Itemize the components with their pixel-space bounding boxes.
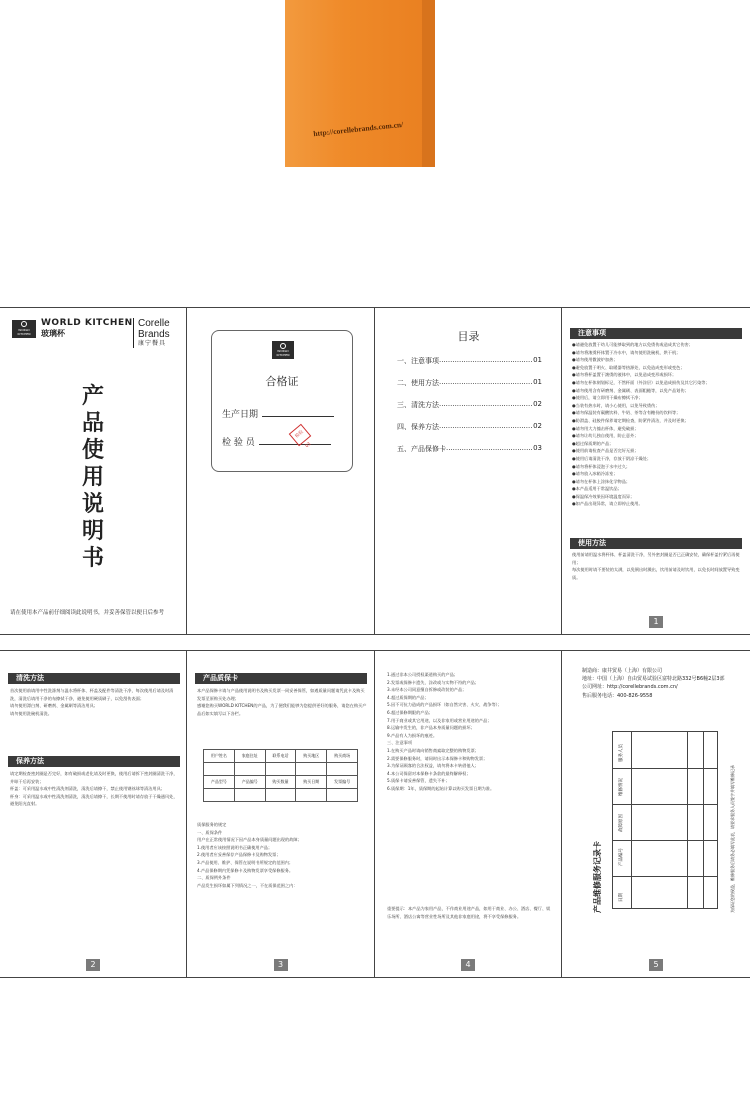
column-header: 产品编号 [619, 848, 624, 866]
toc-title: 目录 [457, 330, 480, 343]
cleaning-heading: 清洗方法 [8, 673, 180, 684]
service-panel [562, 651, 750, 977]
column-header: 维修情况 [619, 778, 624, 796]
brand-en: WORLD KITCHEN [41, 318, 133, 328]
certificate-panel [187, 308, 375, 634]
box-url: http://corellebrands.com.cn/ [312, 119, 404, 139]
world-kitchen-badge-icon: WORLD KITCHEN [12, 320, 36, 338]
certificate-card [211, 330, 353, 472]
usage-heading: 使用方法 [570, 538, 742, 549]
cover-title: 产品使用说明书 [81, 384, 104, 571]
manual-row-2 [0, 650, 750, 978]
column-header: 故障原因 [619, 814, 624, 832]
table-row: 用户姓名 家庭住址 联系电话 购买地区 购买商场 [204, 750, 358, 763]
service-record-title: 产品维修服务记录卡 [593, 841, 602, 913]
page-number: 2 [86, 959, 100, 971]
notes-list: ●请避免放置于幼儿可能够取到的地方以免烫伤或造成其它伤害； ●请勿将滚烫杯体置于冷水中，请勿使用洗碗机、烘干机； ●请勿使用微波炉加热； ●避免放置于明火、取暖器等热源处，以免造成变形或变色； ●请勿将杯盖置于滚烫的液体中，以免造成变形或损坏； ●请勿在杯体刻划标记，不然杯面（外涂层）以免造成损伤及其它污染等； ●请勿使用含有研磨剂、金属刷、表面粗糙等，以免产品划伤； ●使用后，请立即用干燥布擦拭干净； ●当装有热水时，请小心使用，以免导致烫伤； ●请勿保温装有碳酸饮料、牛奶、茶等含有糖份的饮料等； ●防滑盖、硅胶件保养请定期检查，防紧件清洁，并及时更换； ●请勿用大力撞击杯体，避免破损； ●请勿让幼儿独自使用，防止意外； ●超过保质期的产品； ●使用前请检查产品是否完好无损； ●使用后请清洗干净，存放于阴凉干燥处； ●请勿将杯体浸泡于水中过久； ●请勿放入冰箱冷冻室； ●请勿在杯体上涂抹化学物品； ●本产品适用于常温饮品； ●保温保冷效果因环境温度而异； ●如产品出现异常，请立即停止使用。 [572, 342, 710, 507]
inspector-field: 检 验 员 [222, 435, 331, 448]
toc-panel [375, 308, 562, 634]
toc-item: 三、清洗方法 ..... 02 [397, 400, 542, 410]
page-number: 4 [461, 959, 475, 971]
cleaning-text: 首次使用前请用中性洗涤剂与温水将杯体、杯盖及配件等清洗干净，每次使用后请及时清洗，清洗后请用干净的布擦拭干净，避免使用硬质刷子，以免刮伤表面； 请勿使用漂白剂、研磨剂、金属刷等清洁用具； 请勿使用洗碗机清洗。 [10, 688, 174, 716]
warranty-rules: 质保服务的规定 一、质保条件 用户在正常使用情况下因产品本身质量问题出现的故障； 1.使用者应该按照说明书正确使用产品； 2.使用者应妥善保存产品保修卡及购物发票； 3.产品使用、维护、保管在说明书所规定的范围内； 4.产品保修期内凭保修卡及购物发票享受保修服务。 二、质保例外条件 产品发生损坏如属下列情况之一，不在质保范围之内： [197, 822, 302, 888]
table-row [204, 763, 358, 776]
cover-panel [0, 308, 187, 634]
cleaning-panel [0, 651, 187, 977]
production-date-field: 生产日期 [222, 407, 334, 420]
warranty-intro: 本产品保修卡请与产品使用说明书及购买发票一同妥善保管，如遇质量问题请凭此卡及购买发票至原购买处办理； 感谢您购买WORLD KITCHEN的产品，为了便我们能够为您提供更好的服务，请您在购买产品后如实填写以下各栏。 [197, 688, 367, 716]
world-kitchen-logo [12, 318, 133, 339]
toc-item: 二、使用方法 ..... 01 [397, 378, 542, 388]
table-row [204, 789, 358, 802]
care-heading: 保养方法 [8, 756, 180, 767]
world-kitchen-badge-icon: WORLD KITCHEN [272, 341, 294, 359]
toc-item: 四、保养方法 ..... 02 [397, 422, 542, 432]
manual-row-1 [0, 307, 750, 635]
toc-item: 五、产品保修卡 ..... 03 [397, 444, 542, 454]
exclusions-panel [375, 651, 562, 977]
usage-text: 使用前请用温水将杯体、杯盖清洗干净，另外密封圈是否已正确安装，确保杯盖拧紧后再使用； 每次使用时请不要装的太满，以免倒出时溅出，饮用前请及时饮用，以免长时间放置导致变质。 [572, 552, 740, 580]
column-header: 服务人员 [619, 744, 624, 762]
exclusions-text: 1.通过非本公司授权渠道购买的产品； 2.发票或保修卡遗失、涂改或与实物不符的产品； 3.未经本公司同意擅自拆修或改装的产品； 4.超过质保期的产品； 5.因不可抗力造成的产品损坏（如自然灾害、火灾、战争等）； 6.超过保修期限的产品； 7.用于商业或其它用途，以及非家用或营业用途的产品； 8.运输中发生的，非产品本身质量问题的损坏； 9.产品有人为损坏的痕迹。 三、注意事项 1.在购买产品时请向销售商索取完整的购物发票； 2.需要保修服务时，请同时出示本保修卡和购物发票； 3.为保证顾客的合法权益，请勿将本卡转借他人； 4.本公司保留对本保修卡条款的最终解释权； 5.质保卡请妥善保管，遗失不补； 6.质保期：1年，质保期的起始计算以购买发票日期为准。 [387, 672, 502, 791]
service-record-grid [612, 731, 718, 909]
product-box [285, 0, 435, 167]
warranty-heading: 产品质保卡 [195, 673, 367, 684]
toc-item: 一、注意事项 ..... 01 [397, 356, 542, 366]
inspection-stamp: 检验01 [289, 424, 312, 447]
certificate-title: 合格证 [265, 375, 299, 388]
product-box-side [422, 0, 435, 167]
brand-cn: 玻璃杯 [41, 329, 65, 338]
corelle-logo: Corelle Brands 康宁餐具 [133, 318, 170, 348]
warranty-panel [187, 651, 375, 977]
page-number: 1 [649, 616, 663, 628]
page-number: 3 [274, 959, 288, 971]
table-row: 产品型号 产品编号 购买数量 购买日期 发票编号 [204, 776, 358, 789]
warranty-table [203, 749, 358, 802]
care-text: 请定期检查密封圈是否完好，如有破损或老化请及时更换，使用后请拆下密封圈清洗干净，并晾干后再安装； 杯盖：可采用温水或中性清洗剂清洗，清洗后请擦干，禁止使用钢丝球等清洁用具； 杯身：可采用温水或中性清洗剂清洗，清洗后请擦干，长期不使用时请存放于干燥通风处，避免阳光直射。 [10, 771, 178, 807]
notes-panel [562, 308, 750, 634]
special-note: 重要提示：本产品为家用产品，不作商业用途产品，如用于商业、办公、酒店、餐厅、娱乐场所、酒店公寓等营业性场所及其他非家庭用途，将不享受保修服务。 [387, 906, 551, 919]
manufacturer-info: 制造商：康井贸易（上海）有限公司 地址：中国（上海）自由贸易试验区富特北路332号B6幢2层3部 公司网址：http://corellebrands.com.cn/ 售后服务电话：400-826-9558 [582, 668, 725, 699]
cover-note: 请在使用本产品前仔细阅读此说明书，并妥善保管以便日后参考 [10, 610, 165, 616]
notes-heading: 注意事项 [570, 328, 742, 339]
page-number: 5 [649, 959, 663, 971]
service-side-note: 为保证您的权益，维修服务后请务必填写此表，请要求服务人员签字并填写维修记录 [730, 765, 735, 913]
column-header: 日期 [619, 893, 624, 902]
product-box-area [0, 0, 750, 290]
